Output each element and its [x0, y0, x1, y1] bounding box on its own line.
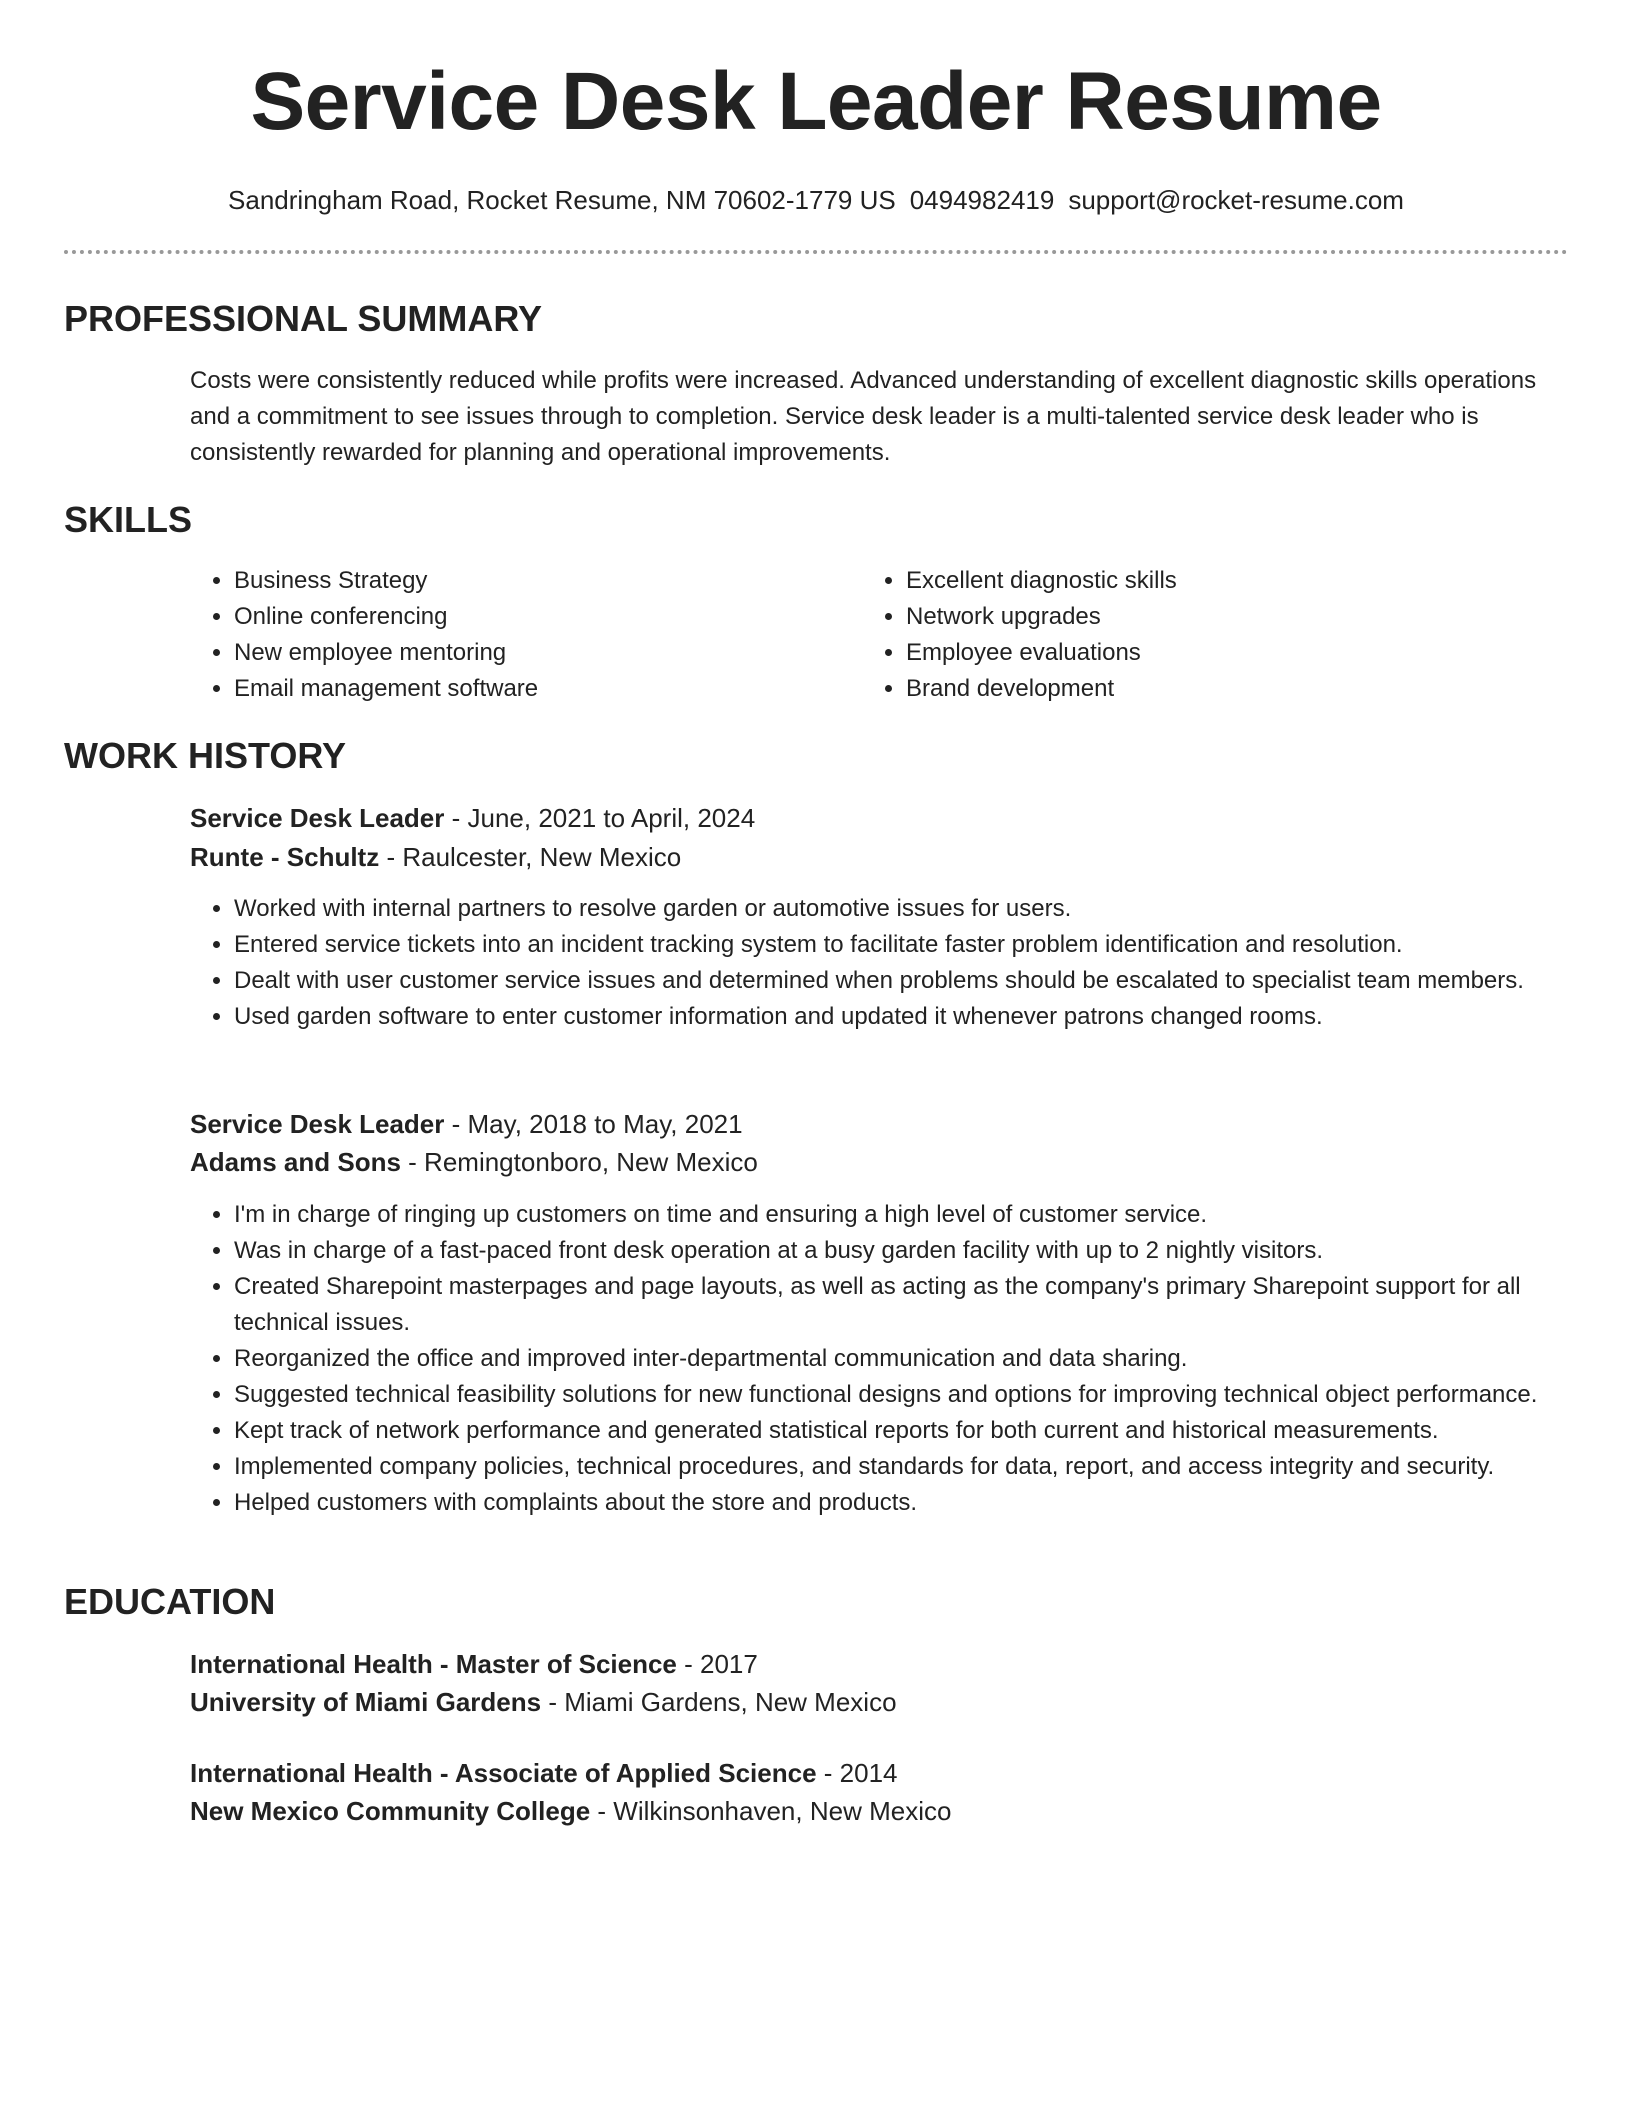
job-title-line: Service Desk Leader - June, 2021 to April, 2024 [190, 803, 756, 833]
job-bullet: • Implemented company policies, technical procedures, and standards for data, report, and access integrity and security. [234, 1449, 1570, 1485]
job-dates: May, 2018 to May, 2021 [467, 1109, 743, 1139]
education-degree-line: International Health - Master of Science - 2017 [190, 1649, 758, 1679]
job-bullet: • Dealt with user customer service issues and determined when problems should be escalated to specialist team members. [234, 963, 1570, 999]
education-location: Wilkinsonhaven, New Mexico [613, 1796, 952, 1826]
summary-heading: PROFESSIONAL SUMMARY [64, 298, 543, 339]
job-bullet: • Helped customers with complaints about the store and products. [234, 1485, 1570, 1521]
skill-item: • Email management software [234, 671, 850, 707]
job-bullet: • Entered service tickets into an incident tracking system to facilitate faster problem identification and resolution. [234, 927, 1570, 963]
skills-list [190, 563, 1570, 713]
education-year: 2017 [700, 1649, 758, 1679]
education-school: New Mexico Community College [190, 1796, 591, 1826]
education-school-line: New Mexico Community College - Wilkinsonhaven, New Mexico [190, 1796, 952, 1826]
job-company-line: Adams and Sons - Remingtonboro, New Mexico [190, 1147, 758, 1177]
job-company: Runte - Schultz [190, 842, 380, 872]
education-heading: EDUCATION [64, 1581, 276, 1622]
skill-item: • Excellent diagnostic skills [906, 563, 1522, 599]
education-entry [190, 1754, 1570, 1830]
job-entry [190, 1105, 1570, 1181]
education-location: Miami Gardens, New Mexico [564, 1687, 897, 1717]
job-bullet: • Kept track of network performance and generated statistical reports for both current and historical measurements. [234, 1413, 1570, 1449]
job-bullets [190, 891, 1570, 1035]
job-dates: June, 2021 to April, 2024 [467, 803, 756, 833]
skill-item: • Network upgrades [906, 599, 1522, 635]
education-degree-line: International Health - Associate of Applied Science - 2014 [190, 1758, 898, 1788]
skill-item: • Business Strategy [234, 563, 850, 599]
job-entry [190, 799, 1570, 876]
contact-line [0, 182, 1632, 218]
skill-item: • Brand development [906, 671, 1522, 707]
education-year: 2014 [839, 1758, 898, 1788]
skill-item: • Online conferencing [234, 599, 850, 635]
resume-title: Service Desk Leader Resume [250, 56, 1382, 147]
summary-text: Costs were consistently reduced while profits were increased. Advanced understanding of excellent diagnostic skills operations and a commitment to see issues through to completion. Service desk leader is a multi-talented service desk leader who is consistently rewarded for planning and operational improvements. [190, 367, 1537, 466]
job-bullet: • Created Sharepoint masterpages and page layouts, as well as acting as the company's primary Sharepoint support for all technical issues. [234, 1269, 1570, 1341]
education-degree: International Health - Associate of Applied Science [190, 1758, 817, 1788]
education-entry [190, 1645, 1570, 1721]
skills-heading: SKILLS [64, 499, 193, 540]
contact-address: Sandringham Road, Rocket Resume, NM 70602-1779 US [228, 185, 896, 215]
skill-item: • Employee evaluations [906, 635, 1522, 671]
job-title: Service Desk Leader [190, 803, 445, 833]
job-company-line: Runte - Schultz - Raulcester, New Mexico [190, 842, 682, 872]
job-location: Remingtonboro, New Mexico [424, 1147, 758, 1177]
work-history-heading: WORK HISTORY [64, 735, 347, 776]
contact-email: support@rocket-resume.com [1068, 185, 1404, 215]
job-title: Service Desk Leader [190, 1109, 445, 1139]
job-location: Raulcester, New Mexico [402, 842, 682, 872]
summary-section [190, 363, 1570, 471]
job-bullet: • Worked with internal partners to resolve garden or automotive issues for users. [234, 891, 1570, 927]
job-bullet: • Reorganized the office and improved inter-departmental communication and data sharing. [234, 1341, 1570, 1377]
skill-item: • New employee mentoring [234, 635, 850, 671]
job-bullet: • Suggested technical feasibility solutions for new functional designs and options for improving technical object performance. [234, 1377, 1570, 1413]
job-bullet: • I'm in charge of ringing up customers on time and ensuring a high level of customer service. [234, 1197, 1570, 1233]
job-company: Adams and Sons [190, 1147, 401, 1177]
job-bullet: • Was in charge of a fast-paced front desk operation at a busy garden facility with up to 2 nightly visitors. [234, 1233, 1570, 1269]
contact-phone: 0494982419 [909, 185, 1055, 215]
education-degree: International Health - Master of Science [190, 1649, 677, 1679]
job-bullet: • Used garden software to enter customer information and updated it whenever patrons changed rooms. [234, 999, 1570, 1035]
job-bullets [190, 1197, 1570, 1521]
header-divider [64, 250, 1568, 254]
skills-column-left [190, 563, 850, 707]
skills-column-right [862, 563, 1522, 707]
education-school: University of Miami Gardens [190, 1687, 542, 1717]
education-school-line: University of Miami Gardens - Miami Gardens, New Mexico [190, 1687, 897, 1717]
job-title-line: Service Desk Leader - May, 2018 to May, 2021 [190, 1109, 743, 1139]
